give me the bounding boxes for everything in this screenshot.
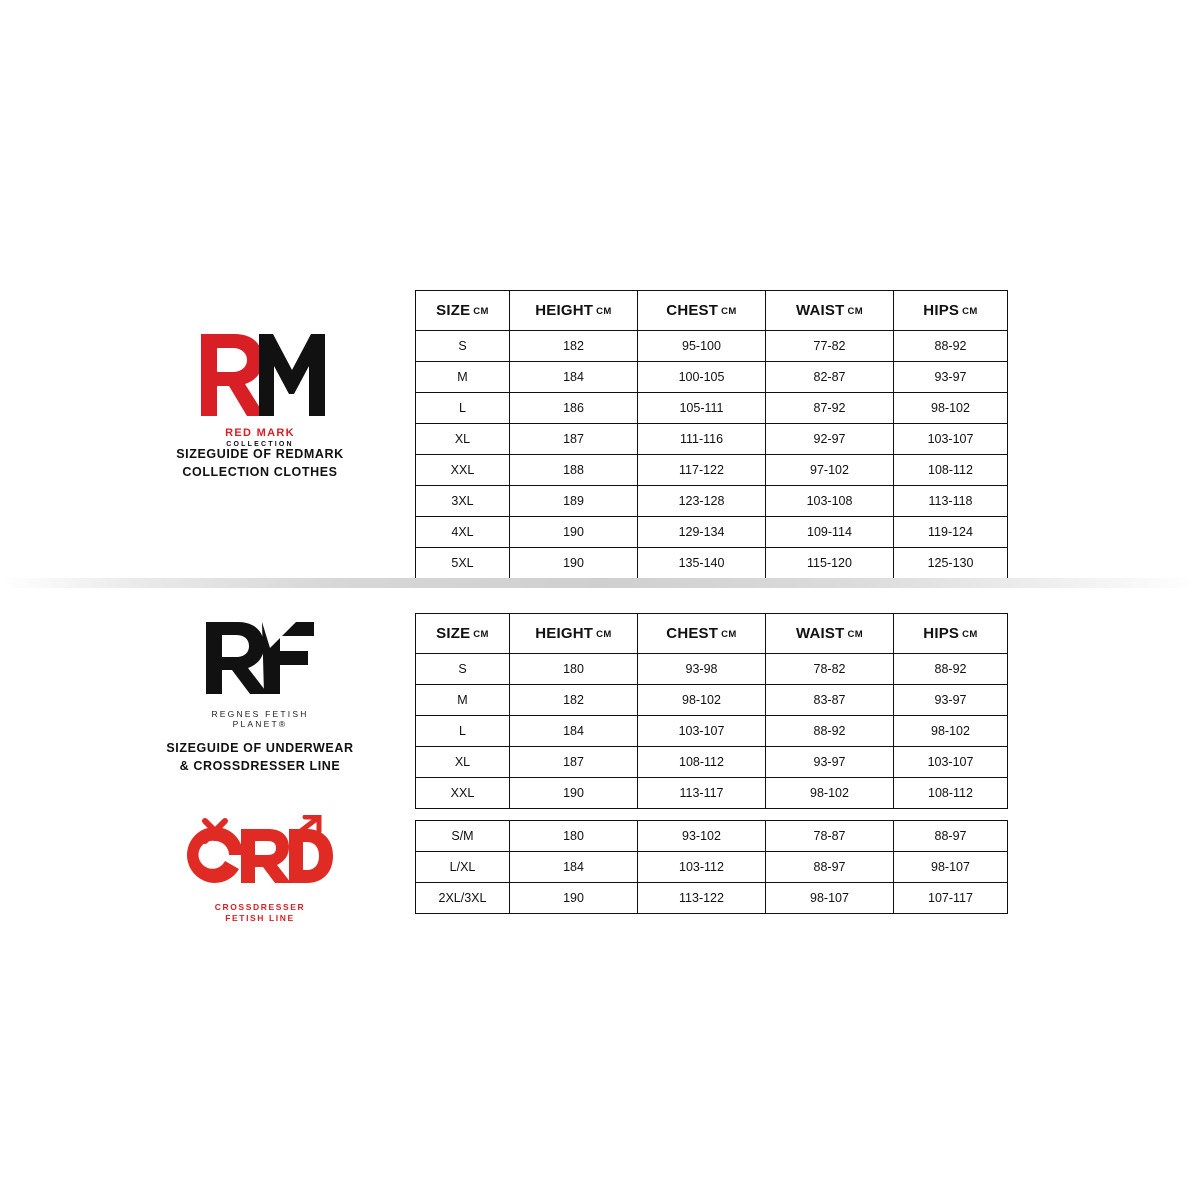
- cell-size: 4XL: [416, 517, 510, 548]
- cell-hips: 125-130: [894, 548, 1008, 579]
- cell-hips: 88-92: [894, 331, 1008, 362]
- cell-waist: 98-102: [766, 778, 894, 809]
- cell-waist: 109-114: [766, 517, 894, 548]
- column-header-hips: HIPS CM: [894, 614, 1008, 654]
- column-header-waist: WAIST CM: [766, 614, 894, 654]
- cell-height: 190: [510, 778, 638, 809]
- cell-chest: 105-111: [638, 393, 766, 424]
- regnes-fetish-planet-rf-monogram-icon: [185, 618, 335, 729]
- column-header-size: SIZE CM: [416, 614, 510, 654]
- redmark-caption-line1: SIZEGUIDE OF REDMARK: [176, 447, 344, 461]
- cell-size: XXL: [416, 455, 510, 486]
- table-row: [416, 362, 1008, 393]
- cell-waist: 78-82: [766, 654, 894, 685]
- cell-hips: 103-107: [894, 424, 1008, 455]
- cell-hips: 98-102: [894, 716, 1008, 747]
- cell-waist: 77-82: [766, 331, 894, 362]
- brand-block-rfp: [60, 618, 460, 775]
- cell-waist: 103-108: [766, 486, 894, 517]
- cell-height: 184: [510, 362, 638, 393]
- cell-height: 182: [510, 331, 638, 362]
- cell-waist: 82-87: [766, 362, 894, 393]
- redmark-logo-name: RED MARK: [225, 427, 295, 439]
- cell-waist: 88-92: [766, 716, 894, 747]
- cell-height: 184: [510, 852, 638, 883]
- cell-waist: 92-97: [766, 424, 894, 455]
- cell-hips: 113-118: [894, 486, 1008, 517]
- cell-waist: 93-97: [766, 747, 894, 778]
- cell-size: S/M: [416, 821, 510, 852]
- column-header-size: SIZE CM: [416, 291, 510, 331]
- cell-waist: 78-87: [766, 821, 894, 852]
- cell-hips: 93-97: [894, 362, 1008, 393]
- redmark-caption-line2: COLLECTION CLOTHES: [182, 465, 338, 480]
- cell-waist: 88-97: [766, 852, 894, 883]
- cell-chest: 111-116: [638, 424, 766, 455]
- cell-chest: 100-105: [638, 362, 766, 393]
- cell-chest: 93-98: [638, 654, 766, 685]
- brand-block-redmark: [60, 330, 460, 481]
- table-row: [416, 331, 1008, 362]
- brand-block-crd: [60, 815, 460, 925]
- cell-size: M: [416, 362, 510, 393]
- crd-logo-name-line1: CROSSDRESSER: [214, 902, 306, 912]
- table-row: [416, 548, 1008, 579]
- table-row: [416, 852, 1008, 883]
- cell-waist: 87-92: [766, 393, 894, 424]
- cell-chest: 95-100: [638, 331, 766, 362]
- size-table-crd: [415, 820, 1008, 914]
- cell-size: L: [416, 716, 510, 747]
- table-row: [416, 685, 1008, 716]
- cell-height: 189: [510, 486, 638, 517]
- cell-size: 5XL: [416, 548, 510, 579]
- crd-logo-name: [170, 902, 350, 925]
- cell-waist: 97-102: [766, 455, 894, 486]
- cell-waist: 83-87: [766, 685, 894, 716]
- table-row: [416, 455, 1008, 486]
- cell-waist: 115-120: [766, 548, 894, 579]
- table-row: [416, 517, 1008, 548]
- cell-chest: 123-128: [638, 486, 766, 517]
- cell-hips: 98-102: [894, 393, 1008, 424]
- column-header-chest: CHEST CM: [638, 614, 766, 654]
- cell-size: S: [416, 331, 510, 362]
- cell-waist: 98-107: [766, 883, 894, 914]
- column-header-hips: HIPS CM: [894, 291, 1008, 331]
- column-header-chest: CHEST CM: [638, 291, 766, 331]
- cell-chest: 103-112: [638, 852, 766, 883]
- cell-chest: 113-117: [638, 778, 766, 809]
- size-table-rfp: [415, 613, 1008, 809]
- column-header-height: HEIGHT CM: [510, 614, 638, 654]
- cell-size: L: [416, 393, 510, 424]
- table-row: [416, 821, 1008, 852]
- cell-height: 190: [510, 517, 638, 548]
- cell-hips: 88-97: [894, 821, 1008, 852]
- cell-chest: 108-112: [638, 747, 766, 778]
- cell-hips: 88-92: [894, 654, 1008, 685]
- cell-size: L/XL: [416, 852, 510, 883]
- cell-height: 186: [510, 393, 638, 424]
- cell-chest: 113-122: [638, 883, 766, 914]
- cell-height: 190: [510, 883, 638, 914]
- table-row: [416, 393, 1008, 424]
- cell-height: 187: [510, 747, 638, 778]
- redmark-rm-monogram-icon: [195, 330, 325, 448]
- cell-chest: 135-140: [638, 548, 766, 579]
- cell-chest: 103-107: [638, 716, 766, 747]
- table-row: [416, 654, 1008, 685]
- table-row: [416, 424, 1008, 455]
- cell-height: 188: [510, 455, 638, 486]
- table-row: [416, 778, 1008, 809]
- cell-chest: 98-102: [638, 685, 766, 716]
- cell-height: 180: [510, 654, 638, 685]
- cell-height: 184: [510, 716, 638, 747]
- cell-chest: 93-102: [638, 821, 766, 852]
- redmark-caption: [60, 445, 460, 481]
- crossdresser-crd-monogram-icon: [170, 815, 350, 925]
- cell-size: XL: [416, 424, 510, 455]
- cell-size: 2XL/3XL: [416, 883, 510, 914]
- rfp-caption-line2: & CROSSDRESSER LINE: [179, 759, 341, 774]
- cell-hips: 119-124: [894, 517, 1008, 548]
- size-table-redmark: [415, 290, 1008, 579]
- table-header-row: [416, 614, 1008, 654]
- cell-chest: 117-122: [638, 455, 766, 486]
- rfp-logo-name: REGNES FETISH PLANET®: [211, 709, 309, 729]
- redmark-logo-subtitle: COLLECTION: [226, 441, 294, 448]
- cell-hips: 108-112: [894, 778, 1008, 809]
- table-row: [416, 486, 1008, 517]
- cell-height: 180: [510, 821, 638, 852]
- cell-hips: 108-112: [894, 455, 1008, 486]
- rfp-caption-line1: SIZEGUIDE OF UNDERWEAR: [166, 741, 354, 755]
- cell-hips: 98-107: [894, 852, 1008, 883]
- cell-size: S: [416, 654, 510, 685]
- cell-height: 182: [510, 685, 638, 716]
- cell-size: XL: [416, 747, 510, 778]
- cell-size: 3XL: [416, 486, 510, 517]
- table-header-row: [416, 291, 1008, 331]
- table-row: [416, 716, 1008, 747]
- table-row: [416, 883, 1008, 914]
- table-row: [416, 747, 1008, 778]
- crd-logo-name-line2: FETISH LINE: [225, 913, 295, 924]
- cell-hips: 103-107: [894, 747, 1008, 778]
- rfp-caption: [60, 739, 460, 775]
- cell-chest: 129-134: [638, 517, 766, 548]
- cell-hips: 93-97: [894, 685, 1008, 716]
- section-divider: [0, 578, 1200, 588]
- cell-size: M: [416, 685, 510, 716]
- cell-size: XXL: [416, 778, 510, 809]
- cell-height: 190: [510, 548, 638, 579]
- cell-hips: 107-117: [894, 883, 1008, 914]
- column-header-waist: WAIST CM: [766, 291, 894, 331]
- cell-height: 187: [510, 424, 638, 455]
- column-header-height: HEIGHT CM: [510, 291, 638, 331]
